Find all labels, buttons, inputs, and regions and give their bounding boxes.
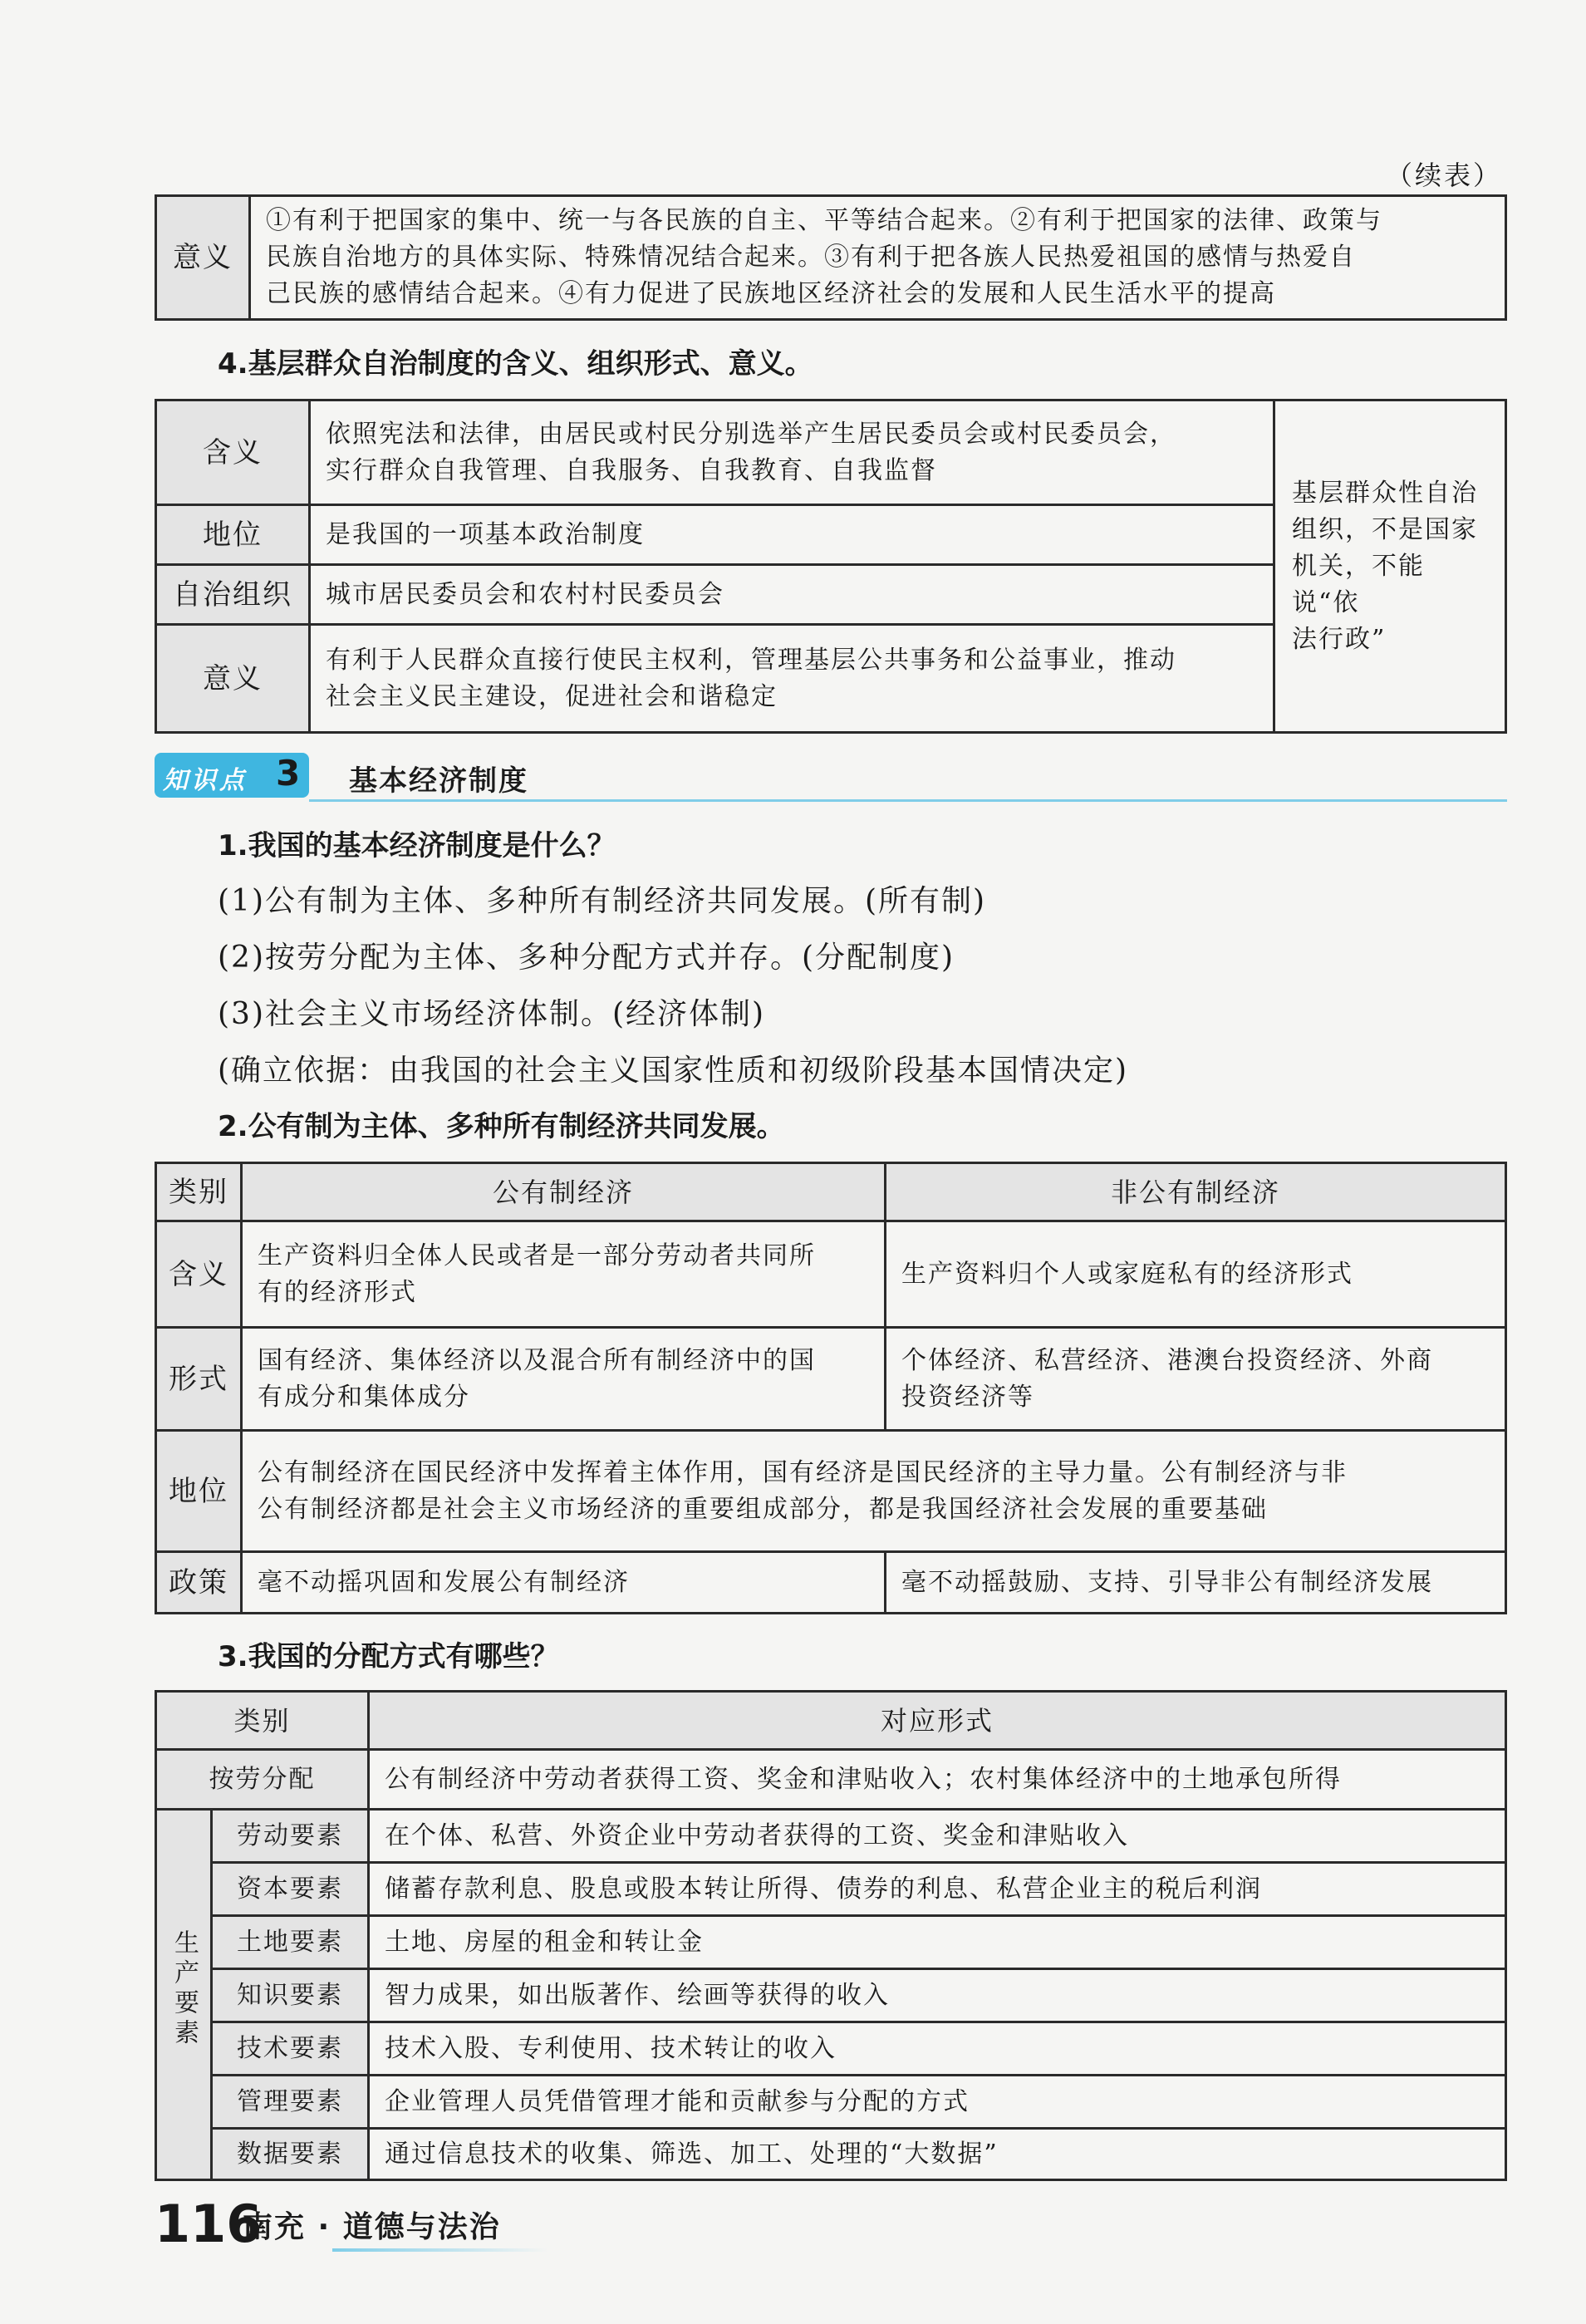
row-text: 土地、房屋的租金和转让金 xyxy=(369,1916,1506,1969)
row-label: 资本要素 xyxy=(212,1863,369,1916)
question-1: 1.我国的基本经济制度是什么？ xyxy=(218,829,616,862)
head-public: 公有制经济 xyxy=(242,1163,886,1221)
cell-public: 国有经济、集体经济以及混合所有制经济中的国 有成分和集体成分 xyxy=(242,1328,886,1431)
badge-text: 知识点 xyxy=(163,766,248,795)
cell-nonpublic: 个体经济、私营经济、港澳台投资经济、外商 投资经济等 xyxy=(886,1328,1506,1431)
cell-nonpublic: 生产资料归个人或家庭私有的经济形式 xyxy=(886,1221,1506,1328)
cell-public: 毫不动摇巩固和发展公有制经济 xyxy=(242,1552,886,1614)
head-category: 类别 xyxy=(156,1692,369,1750)
row-label: 知识要素 xyxy=(212,1969,369,2022)
row-text: 有利于人民群众直接行使民主权利，管理基层公共事务和公益事业，推动 社会主义民主建设，促进社会和谐稳定 xyxy=(310,625,1274,733)
cell-nonpublic: 毫不动摇鼓励、支持、引导非公有制经济发展 xyxy=(886,1552,1506,1614)
row-label: 意义 xyxy=(156,196,250,320)
row-label: 技术要素 xyxy=(212,2022,369,2076)
question-2: 2.公有制为主体、多种所有制经济共同发展。 xyxy=(218,1110,785,1143)
row-label: 地位 xyxy=(156,1431,242,1552)
continued-label: （续表） xyxy=(1386,160,1503,191)
row-label: 劳动要素 xyxy=(212,1810,369,1863)
head-nonpublic: 非公有制经济 xyxy=(886,1163,1506,1221)
badge-number: 3 xyxy=(276,753,301,794)
table-distribution xyxy=(155,1690,1507,2181)
row-label: 数据要素 xyxy=(212,2129,369,2180)
table-ethnic-autonomy-significance xyxy=(155,194,1507,321)
head-category: 类别 xyxy=(156,1163,242,1221)
answer-line-2: (2)按劳分配为主体、多种分配方式并存。(分配制度) xyxy=(218,941,955,975)
row-text: 城市居民委员会和农村村民委员会 xyxy=(310,565,1274,625)
row-label: 含义 xyxy=(156,400,310,505)
cell-public: 生产资料归全体人民或者是一部分劳动者共同所 有的经济形式 xyxy=(242,1221,886,1328)
question-4: 4.基层群众自治制度的含义、组织形式、意义。 xyxy=(218,347,813,381)
row-label: 意义 xyxy=(156,625,310,733)
title-underline xyxy=(309,799,1507,802)
table-grassroots-autonomy xyxy=(155,399,1507,734)
row-label: 政策 xyxy=(156,1552,242,1614)
row-text: 公有制经济中劳动者获得工资、奖金和津贴收入；农村集体经济中的土地承包所得 xyxy=(369,1750,1506,1810)
row-text: 技术入股、专利使用、技术转让的收入 xyxy=(369,2022,1506,2076)
row-label: 土地要素 xyxy=(212,1916,369,1969)
head-form: 对应形式 xyxy=(369,1692,1506,1750)
row-text: 通过信息技术的收集、筛选、加工、处理的“大数据” xyxy=(369,2129,1506,2180)
page-number: 116 xyxy=(155,2194,263,2254)
row-label: 含义 xyxy=(156,1221,242,1328)
row-label: 形式 xyxy=(156,1328,242,1431)
row-label: 按劳分配 xyxy=(156,1750,369,1810)
row-text: 是我国的一项基本政治制度 xyxy=(310,505,1274,565)
row-label: 管理要素 xyxy=(212,2076,369,2129)
row-text: 智力成果，如出版著作、绘画等获得的收入 xyxy=(369,1969,1506,2022)
row-text: 企业管理人员凭借管理才能和贡献参与分配的方式 xyxy=(369,2076,1506,2129)
row-label: 地位 xyxy=(156,505,310,565)
row-label: 自治组织 xyxy=(156,565,310,625)
answer-line-1: (1)公有制为主体、多种所有制经济共同发展。(所有制) xyxy=(218,884,987,918)
table-ownership xyxy=(155,1162,1507,1614)
footer-title: 南充 · 道德与法治 xyxy=(243,2210,501,2244)
footer-underline xyxy=(332,2248,548,2252)
answer-line-4: (确立依据：由我国的社会主义国家性质和初级阶段基本国情决定) xyxy=(218,1054,1129,1088)
row-text: 储蓄存款利息、股息或股本转让所得、债券的利息、私营企业主的税后利润 xyxy=(369,1863,1506,1916)
side-note: 基层群众性自治 组织，不是国家 机关，不能说“依 法行政” xyxy=(1274,400,1506,733)
significance-text: ①有利于把国家的集中、统一与各民族的自主、平等结合起来。②有利于把国家的法律、政策与 民族自治地方的具体实际、特殊情况结合起来。③有利于把各族人民热爱祖国的感情与热爱自 己民族的感情结合起来。④有力促进了民族地区经济社会的发展和人民生活水平的提高 xyxy=(250,196,1506,320)
group-label: 生产要素 xyxy=(156,1810,212,2180)
knowledge-point-badge xyxy=(155,753,309,798)
row-text: 在个体、私营、外资企业中劳动者获得的工资、奖金和津贴收入 xyxy=(369,1810,1506,1863)
answer-line-3: (3)社会主义市场经济体制。(经济体制) xyxy=(218,997,766,1031)
question-3: 3.我国的分配方式有哪些？ xyxy=(218,1640,559,1673)
cell-status: 公有制经济在国民经济中发挥着主体作用，国有经济是国民经济的主导力量。公有制经济与非 公有制经济都是社会主义市场经济的重要组成部分，都是我国经济社会发展的重要基础 xyxy=(242,1431,1506,1552)
row-text: 依照宪法和法律，由居民或村民分别选举产生居民委员会或村民委员会， 实行群众自我管理、自我服务、自我教育、自我监督 xyxy=(310,400,1274,505)
knowledge-point-title: 基本经济制度 xyxy=(349,764,528,798)
